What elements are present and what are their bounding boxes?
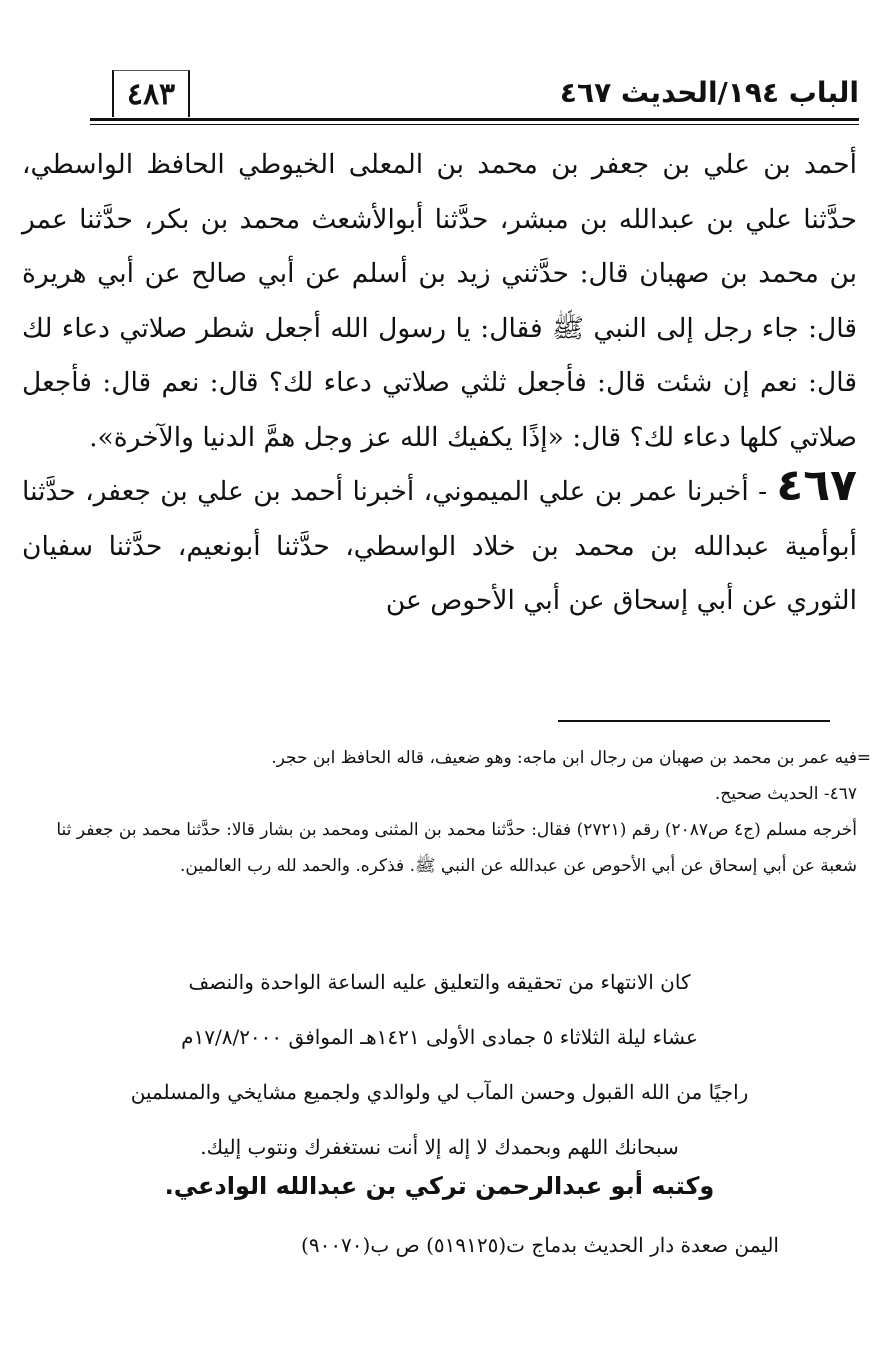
hadith-467-body: - أخبرنا عمر بن علي الميموني، أخبرنا أحمد بن علي بن جعفر، حدَّثنا أبوأمية عبدالله بن محمد بن خلاد الواسطي، حدَّثنا أبونعيم، حدَّثنا سفيان الثوري عن أبي إسحاق عن أبي الأحوص عن xyxy=(22,476,857,616)
hadith-467-text xyxy=(22,460,857,629)
page-number: ٤٨٣ xyxy=(112,70,190,117)
colophon-line-2: عشاء ليلة الثلاثاء ٥ جمادى الأولى ١٤٢١هـ الموافق ١٧/٨/٢٠٠٠م xyxy=(181,1025,698,1049)
colophon-line-1: كان الانتهاء من تحقيقه والتعليق عليه الساعة الواحدة والنصف xyxy=(188,970,691,994)
colophon-line-3: راجيًا من الله القبول وحسن المآب لي ولوالدي ولجميع مشايخي والمسلمين xyxy=(130,1080,749,1104)
hadith-number: ٤٦٧ xyxy=(776,460,857,511)
main-text xyxy=(22,138,857,629)
continuation-mark: = xyxy=(856,748,871,768)
chapter-title: الباب ١٩٤/الحديث ٤٦٧ xyxy=(559,76,859,109)
header-rule-thin xyxy=(90,124,859,125)
footnotes xyxy=(30,740,871,884)
footnote-separator xyxy=(558,720,830,722)
footnote-1: فيه عمر بن محمد بن صهبان من رجال ابن ماجه: وهو ضعيف، قاله الحافظ ابن حجر. xyxy=(271,748,857,768)
author-address: اليمن صعدة دار الحديث بدماج ت(٥١٩١٢٥) ص ب(٩٠٠٧٠) xyxy=(301,1233,779,1257)
hadith-466-text: أحمد بن علي بن جعفر بن محمد بن المعلى الخيوطي الحافظ الواسطي، حدَّثنا علي بن عبدالله بن مبشر، حدَّثنا أبوالأشعث محمد بن بكر، حدَّثنا عمر بن محمد بن صهبان قال: حدَّثني زيد بن أسلم عن أبي صالح عن أبي هريرة قال: جاء رجل إلى النبي ﷺ فقال: يا رسول الله أجعل شطر صلاتي دعاء لك قال: نعم إن شئت قال: فأجعل ثلثي صلاتي دعاء لك؟ قال: نعم قال: فأجعل صلاتي كلها دعاء لك؟ قال: «إذًا يكفيك الله عز وجل همَّ الدنيا والآخرة». xyxy=(22,149,857,453)
author-signature: وكتبه أبو عبدالرحمن تركي بن عبدالله الوادعي. xyxy=(164,1172,715,1200)
footnote-2: ٤٦٧- الحديث صحيح. xyxy=(714,784,857,804)
footnote-3: أخرجه مسلم (ج٤ ص٢٠٨٧) رقم (٢٧٢١) فقال: حدَّثنا محمد بن المثنى ومحمد بن بشار قالا: حدَّثنا محمد بن جعفر ثنا شعبة عن أبي إسحاق عن أبي الأحوص عن عبدالله عن النبي ﷺ. فذكره. والحمد لله رب العالمين. xyxy=(56,820,857,876)
colophon-line-4: سبحانك اللهم وبحمدك لا إله إلا أنت نستغفرك ونتوب إليك. xyxy=(200,1135,679,1159)
page-header xyxy=(90,70,859,122)
header-rule-thick xyxy=(90,118,859,121)
colophon xyxy=(40,955,839,1175)
